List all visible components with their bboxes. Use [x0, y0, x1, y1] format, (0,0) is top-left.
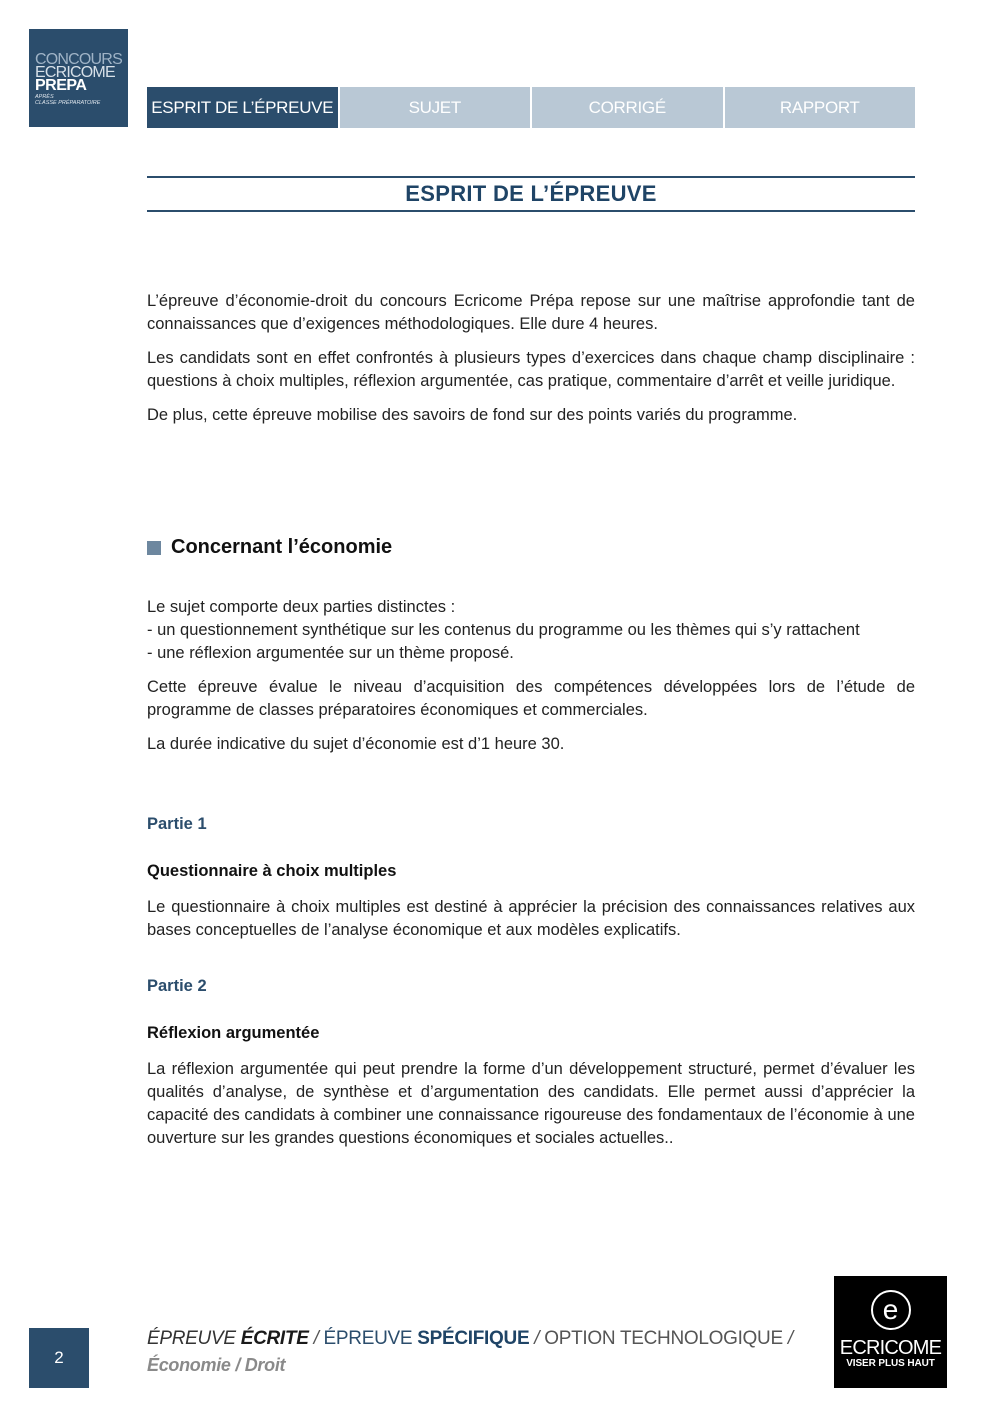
logo-line-prepa: PREPA: [35, 77, 87, 94]
section-paragraph-1: Cette épreuve évalue le niveau d’acquisition des compétences développées lors de l’étude de programme de classes préparatoires économiques et commerciales.: [147, 678, 915, 719]
tab-esprit[interactable]: ESPRIT DE L’ÉPREUVE: [147, 87, 338, 128]
footer-epreuve-2: ÉPREUVE: [323, 1328, 413, 1349]
part-2-text: La réflexion argumentée qui peut prendre la forme d’un développement structuré, permet d’évaluer les qualités d’analyse, de synthèse et d’argumentation des candidats. Elle permet aussi d’apprécier la capacité des candidats à combiner une connaissance rigoureuse des fondamentaux de l’économie à une ouverture sur les grandes questions économiques et sociales actuelles..: [147, 1060, 915, 1147]
intro-paragraph-2: Les candidats sont en effet confrontés à plusieurs types d’exercices dans chaque champ disciplinaire : questions à choix multiples, réflexion argumentée, cas pratique, commentaire d’arrêt et veille juridique.: [147, 349, 915, 390]
section-heading: [147, 536, 392, 559]
logo-name: ECRICOME: [839, 1337, 942, 1359]
logo-line-classe: CLASSE PRÉPARATOIRE: [35, 100, 101, 106]
page-title-bar: [147, 176, 915, 212]
part-1-label: Partie 1: [147, 815, 207, 833]
ecricome-logo: [834, 1276, 947, 1388]
section-intro: [147, 596, 915, 756]
logo-line-concours: CONCOURS: [35, 51, 122, 68]
footer-caption: [147, 1326, 807, 1378]
logo-line-ecricome: ECRICOME: [35, 64, 115, 81]
list-item: - une réflexion argumentée sur un thème proposé.: [147, 644, 514, 662]
part-1-text: Le questionnaire à choix multiples est destiné à apprécier la précision des connaissances relatives aux bases conceptuelles de l’analyse économique et aux modèles explicatifs.: [147, 898, 915, 939]
part-2-subtitle: Réflexion argumentée: [147, 1024, 320, 1042]
part-2-text-block: [147, 1058, 915, 1150]
part-2-label: Partie 2: [147, 977, 207, 995]
section-lead: Le sujet comporte deux parties distinctes :: [147, 598, 456, 616]
tab-sujet[interactable]: SUJET: [340, 87, 531, 128]
ecricome-prepa-logo: [29, 29, 128, 127]
page-title: ESPRIT DE L’ÉPREUVE: [405, 181, 657, 206]
intro-text: [147, 290, 915, 427]
footer-separator: /: [534, 1328, 540, 1349]
part-1-subtitle: Questionnaire à choix multiples: [147, 862, 397, 880]
section-paragraph-2: La durée indicative du sujet d’économie est d’1 heure 30.: [147, 735, 565, 753]
page-number: 2: [29, 1328, 89, 1388]
square-bullet-icon: [147, 541, 161, 555]
footer-epreuve: ÉPREUVE: [147, 1328, 236, 1349]
logo-line-apres: APRÈS: [35, 94, 54, 100]
footer-separator: /: [787, 1328, 793, 1349]
list-item: - un questionnement synthétique sur les contenus du programme ou les thèmes qui s’y rattachent: [147, 621, 860, 639]
intro-paragraph-1: L’épreuve d’économie-droit du concours Ecricome Prépa repose sur une maîtrise approfondie tant de connaissances que d’exigences méthodologiques. Elle dure 4 heures.: [147, 292, 915, 333]
intro-paragraph-3: De plus, cette épreuve mobilise des savoirs de fond sur des points variés du programme.: [147, 406, 798, 424]
footer-option: OPTION TECHNOLOGIQUE: [544, 1328, 783, 1349]
section-tabs: [147, 87, 915, 128]
footer-specifique: SPÉCIFIQUE: [417, 1328, 530, 1349]
ecricome-e-icon: e: [871, 1290, 911, 1330]
footer-separator: /: [313, 1328, 319, 1349]
part-1-text-block: [147, 896, 915, 942]
footer-subject: Économie / Droit: [147, 1355, 286, 1375]
section-title: Concernant l’économie: [171, 536, 393, 558]
footer-ecrite: ÉCRITE: [240, 1328, 309, 1349]
tab-rapport[interactable]: RAPPORT: [725, 87, 916, 128]
tab-corrige[interactable]: CORRIGÉ: [532, 87, 723, 128]
logo-tagline: VISER PLUS HAUT: [846, 1358, 935, 1369]
